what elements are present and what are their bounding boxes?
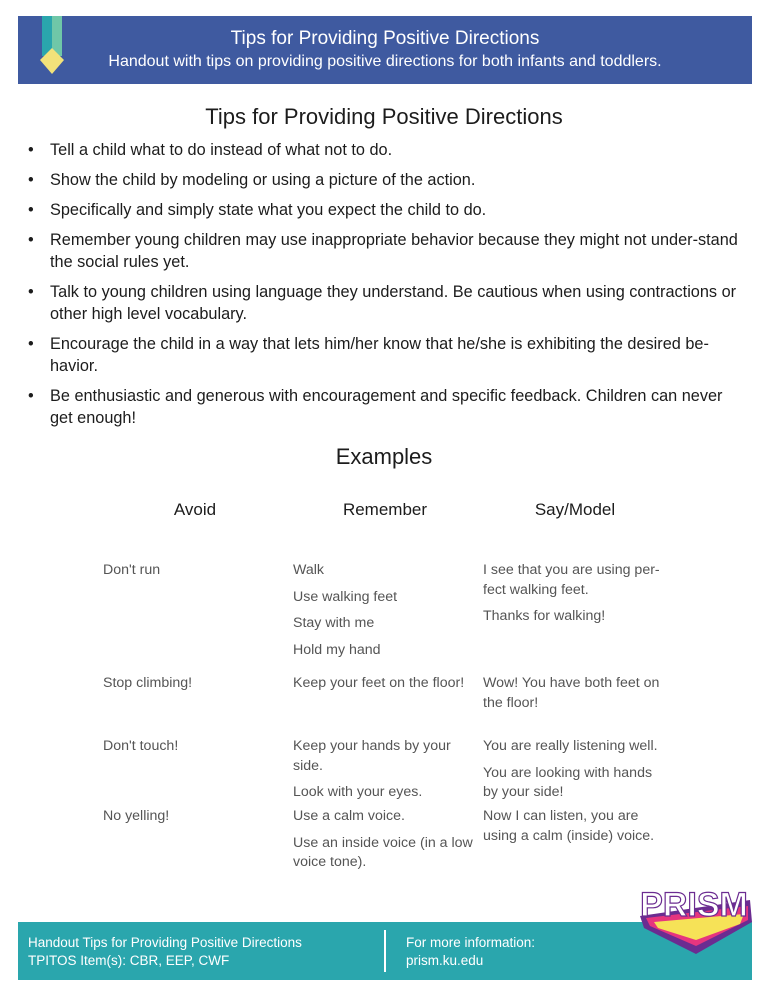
footer-tpitos-items: TPITOS Item(s): CBR, EEP, CWF xyxy=(28,953,230,968)
avoid-cell: Don't touch! xyxy=(103,738,179,754)
tip-text: Remember young children may use inappropriate behavior because they might not under-stand the social rules yet. xyxy=(50,231,738,271)
tips-list xyxy=(28,139,744,437)
remember-line: Keep your hands by your side. xyxy=(293,738,451,774)
remember-line: Stay with me xyxy=(293,615,375,631)
remember-cell xyxy=(293,737,475,810)
say-model-line: Wow! You have both feet on the floor! xyxy=(483,675,660,711)
column-header-remember: Remember xyxy=(342,500,428,519)
remember-line: Keep your feet on the floor! xyxy=(293,675,465,691)
bullet-icon: • xyxy=(28,231,34,249)
tip-text: Talk to young children using language they understand. Be cautious when using contractions or other high level vocabulary. xyxy=(50,283,737,323)
footer-handout-info xyxy=(28,934,302,970)
column-header-avoid: Avoid xyxy=(173,500,217,519)
remember-line: Use walking feet xyxy=(293,588,398,605)
remember-line: Hold my hand xyxy=(293,641,381,658)
remember-cell xyxy=(293,674,475,701)
footer-more-info xyxy=(406,934,535,970)
remember-line: Walk xyxy=(293,562,325,578)
avoid-cell: Stop climbing! xyxy=(103,675,193,691)
avoid-cell: Don't run xyxy=(103,562,161,578)
footer-website-link[interactable]: prism.ku.edu xyxy=(406,953,484,968)
bullet-icon: • xyxy=(28,335,34,353)
tip-item xyxy=(28,139,744,161)
say-model-cell xyxy=(483,807,668,853)
avoid-cell: No yelling! xyxy=(103,808,170,824)
bullet-icon: • xyxy=(28,201,34,219)
tip-text: Specifically and simply state what you expect the child to do. xyxy=(50,201,487,219)
remember-line: Use a calm voice. xyxy=(293,808,405,824)
tip-item xyxy=(28,385,744,429)
remember-cell xyxy=(293,561,475,667)
page-title: Tips for Providing Positive Directions xyxy=(205,104,563,129)
tip-text: Tell a child what to do instead of what not to do. xyxy=(50,141,393,159)
say-model-cell xyxy=(483,674,668,720)
bullet-icon: • xyxy=(28,283,34,301)
say-model-line: You are looking with hands by your side! xyxy=(483,764,653,800)
tip-item xyxy=(28,281,744,325)
remember-cell xyxy=(293,807,475,880)
say-model-line: I see that you are using per-fect walking feet. xyxy=(483,562,660,598)
say-model-cell xyxy=(483,561,668,634)
tip-text: Show the child by modeling or using a picture of the action. xyxy=(50,171,476,189)
bullet-icon: • xyxy=(28,141,34,159)
say-model-line: Thanks for walking! xyxy=(483,608,606,624)
header-banner xyxy=(18,16,752,84)
prism-logo xyxy=(636,882,754,954)
say-model-line: You are really listening well. xyxy=(483,738,658,754)
say-model-cell xyxy=(483,737,668,810)
tip-item xyxy=(28,199,744,221)
bullet-icon: • xyxy=(28,171,34,189)
tip-text: Encourage the child in a way that lets him/her know that he/she is exhibiting the desired be-havior. xyxy=(50,335,709,375)
tip-item xyxy=(28,333,744,377)
column-header-say-model: Say/Model xyxy=(534,500,616,519)
footer-handout-title: Handout Tips for Providing Positive Directions xyxy=(28,935,302,950)
footer-divider xyxy=(384,930,386,972)
tip-item xyxy=(28,169,744,191)
remember-line: Look with your eyes. xyxy=(293,784,423,800)
header-title: Tips for Providing Positive Directions xyxy=(230,28,540,49)
remember-line: Use an inside voice (in a low voice tone). xyxy=(293,834,473,870)
examples-title: Examples xyxy=(335,444,433,469)
say-model-line: Now I can listen, you are using a calm (inside) voice. xyxy=(483,808,655,844)
header-subtitle: Handout with tips on providing positive directions for both infants and toddlers. xyxy=(108,53,662,70)
tip-item xyxy=(28,229,744,273)
bullet-icon: • xyxy=(28,387,34,405)
logo-text: PRISM xyxy=(640,886,748,924)
tip-text: Be enthusiastic and generous with encouragement and specific feedback. Children can never get enough! xyxy=(50,387,723,427)
footer-more-info-label: For more information: xyxy=(406,935,536,950)
